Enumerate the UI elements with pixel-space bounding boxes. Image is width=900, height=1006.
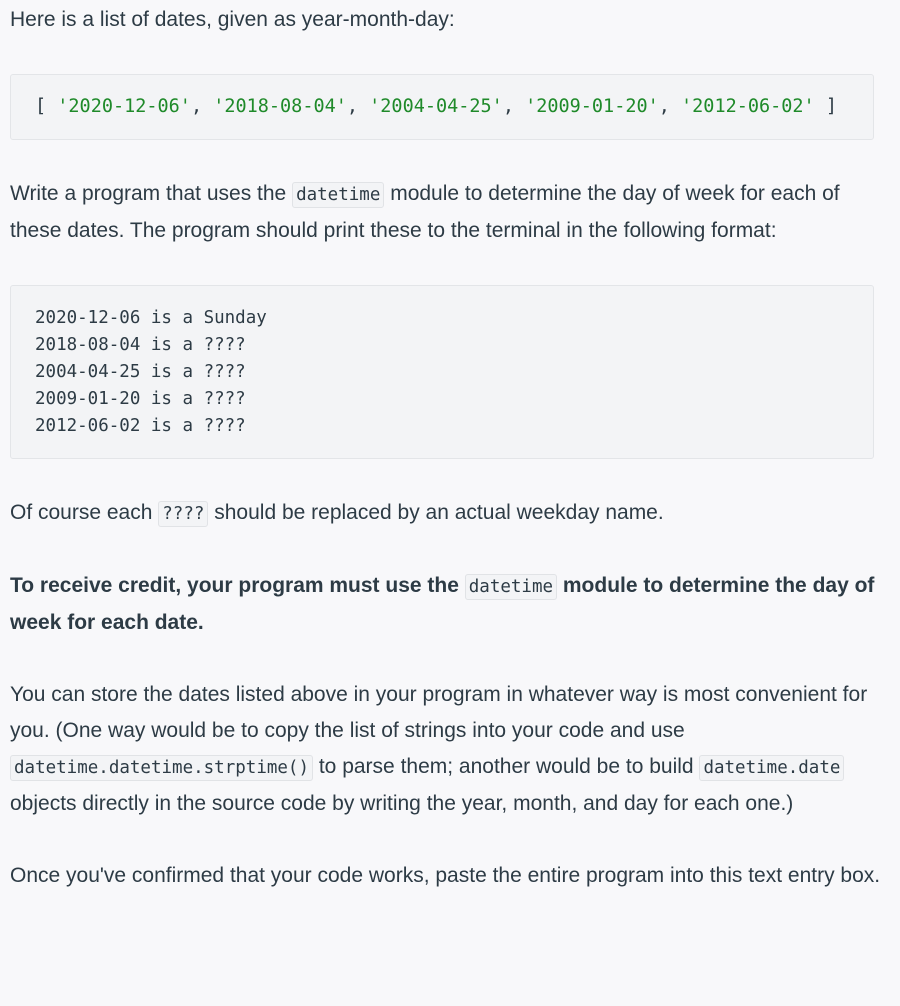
list-separator: , [658, 96, 682, 117]
list-separator: , [190, 96, 214, 117]
placeholder-note-before: Of course each [10, 501, 159, 524]
date-string-4: '2009-01-20' [525, 96, 659, 117]
instruction-text-after: module to determine the day of week for each of these dates. The program should print these to the terminal in the following format: [10, 182, 840, 242]
credit-text-after: module to determine the day of week for each date. [10, 574, 875, 634]
storage-hint-part2: to parse them; another would be to build [313, 755, 700, 778]
output-line-4: 2009-01-20 is a ???? [35, 389, 246, 409]
date-string-1: '2020-12-06' [57, 96, 191, 117]
date-string-2: '2018-08-04' [213, 96, 347, 117]
storage-hint-part3: objects directly in the source code by writing the year, month, and day for each one.) [10, 792, 794, 815]
inline-code-datetime-credit: datetime [465, 574, 557, 600]
inline-code-datetime: datetime [292, 182, 384, 208]
output-line-5: 2012-06-02 is a ???? [35, 416, 246, 436]
date-string-5: '2012-06-02' [681, 96, 815, 117]
output-line-2: 2018-08-04 is a ???? [35, 335, 246, 355]
storage-hint-part1: You can store the dates listed above in your program in whatever way is most convenient for you. (One way would be to copy the list of strings into your code and use [10, 683, 868, 742]
credit-requirement-paragraph [10, 568, 890, 641]
intro-text: Here is a list of dates, given as year-month-day: [10, 8, 455, 31]
output-line-1: 2020-12-06 is a Sunday [35, 308, 267, 328]
instruction-paragraph [10, 176, 890, 249]
submission-instruction-paragraph: Once you've confirmed that your code works, paste the entire program into this text entry box. [10, 864, 881, 887]
list-close-bracket: ] [814, 96, 837, 117]
inline-code-strptime: datetime.datetime.strptime() [10, 755, 313, 781]
date-string-3: '2004-04-25' [369, 96, 503, 117]
instruction-text-before: Write a program that uses the [10, 182, 293, 205]
credit-text-before: To receive credit, your program must use the [10, 574, 465, 597]
placeholder-note-paragraph [10, 495, 890, 532]
storage-hint-paragraph [10, 677, 890, 822]
inline-code-datetime-date: datetime.date [699, 755, 844, 781]
date-list-code-block [10, 74, 874, 140]
list-separator: , [346, 96, 370, 117]
placeholder-note-after: should be replaced by an actual weekday name. [208, 501, 664, 524]
output-line-3: 2004-04-25 is a ???? [35, 362, 246, 382]
inline-code-placeholder: ???? [158, 501, 208, 527]
list-open-bracket: [ [35, 96, 58, 117]
list-separator: , [502, 96, 526, 117]
expected-output-code-block [10, 285, 874, 459]
